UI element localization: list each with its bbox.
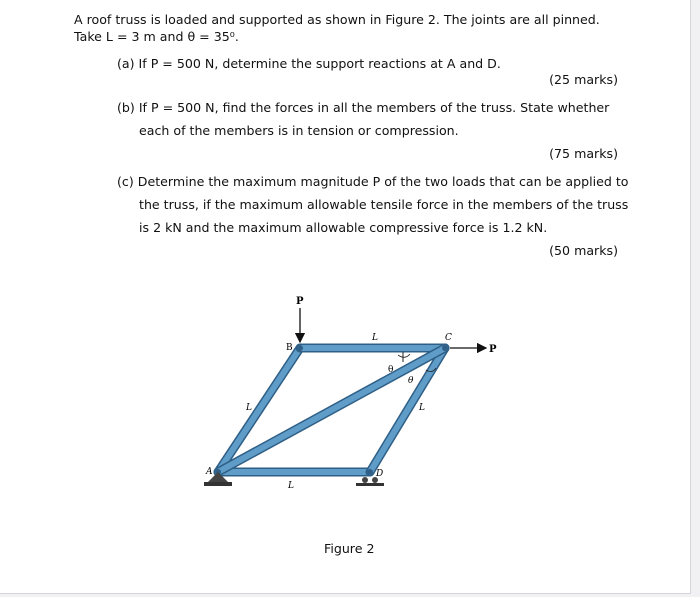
part-b-text-line-2: each of the members is in tension or compression. [139, 123, 459, 138]
label-B: B [286, 343, 293, 353]
label-theta-2: θ [408, 376, 414, 386]
part-b-text-line-1: (b) If P = 500 N, find the forces in all the members of the truss. State whether [117, 100, 610, 115]
label-C: C [445, 333, 452, 343]
label-L-top: L [372, 333, 378, 343]
problem-intro-line-2: Take L = 3 m and θ = 35⁰. [74, 29, 239, 44]
label-D: D [376, 469, 384, 479]
angle-arc-1 [398, 354, 410, 357]
part-c-text-line-2: the truss, if the maximum allowable tensile force in the members of the truss [139, 197, 629, 212]
label-L-left: L [246, 403, 252, 413]
label-P-top: P [296, 296, 304, 307]
figure-caption: Figure 2 [324, 541, 375, 556]
pin-C [442, 345, 448, 351]
label-L-right: L [419, 403, 425, 413]
pin-B [297, 345, 303, 351]
label-A: A [206, 467, 213, 477]
part-c-text-line-1: (c) Determine the maximum magnitude P of the two loads that can be applied to [117, 174, 629, 189]
problem-intro-line-1: A roof truss is loaded and supported as shown in Figure 2. The joints are all pinned. [74, 12, 600, 27]
part-c-text-line-3: is 2 kN and the maximum allowable compressive force is 1.2 kN. [139, 220, 548, 235]
label-P-right: P [489, 344, 497, 355]
pin-D [367, 469, 373, 475]
truss-figure [200, 290, 510, 500]
part-a-text: (a) If P = 500 N, determine the support reactions at A and D. [117, 56, 501, 71]
part-c-marks: (50 marks) [549, 243, 618, 258]
part-a-marks: (25 marks) [549, 72, 618, 87]
label-theta-1: θ [388, 365, 394, 375]
truss-members [218, 348, 445, 472]
label-L-bottom: L [288, 481, 294, 491]
part-b-marks: (75 marks) [549, 146, 618, 161]
